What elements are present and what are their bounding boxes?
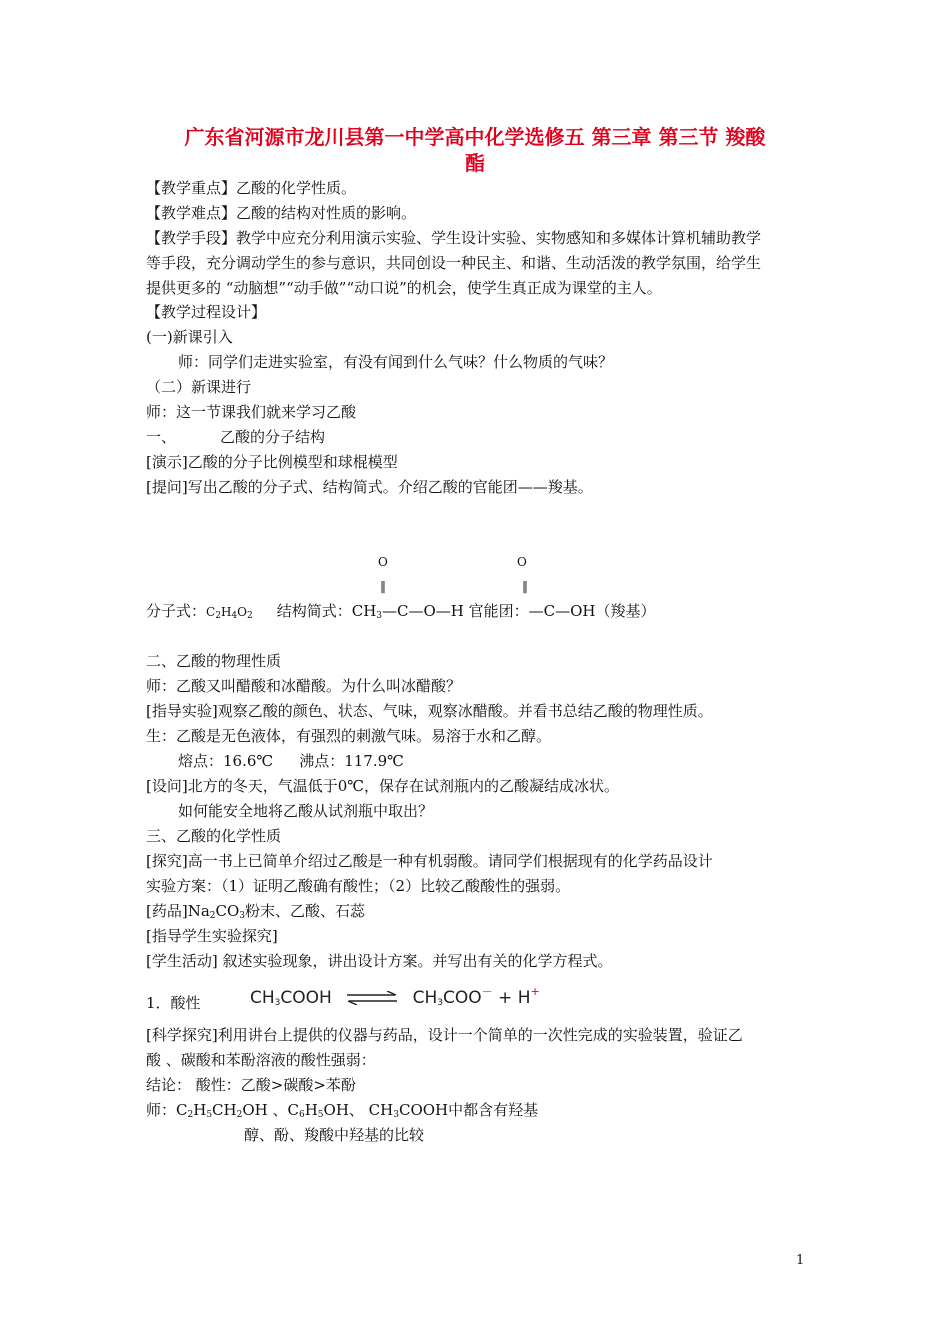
teacher-today-line: 师：这一节课我们就来学习乙酸 (146, 403, 357, 421)
explore-line-1: [探究]高一书上已简单介绍过乙酸是一种有机弱酸。请同学们根据现有的化学药品设计 (146, 852, 713, 870)
carbonyl-oxygen-2: O (517, 555, 527, 569)
carbonyl-oxygen-1: O (378, 555, 388, 569)
student-activity-line: [学生活动] 叙述实验现象，讲出设计方案。并写出有关的化学方程式。 (146, 952, 613, 970)
set-question: [设问]北方的冬天，气温低于0℃，保存在试剂瓶内的乙酸凝结成冰状。 (146, 777, 620, 795)
structure-rest: —C—O—H 官能团：—C—OH（羧基） (382, 602, 656, 620)
teaching-means-line-3: 提供更多的 “动脑想”“动手做”“动口说”的机会，使学生真正成为课堂的主人。 (146, 279, 662, 297)
page-number: 1 (796, 1253, 805, 1268)
process-heading: 【教学过程设计】 (146, 303, 267, 321)
section-1-number: 一、 (146, 428, 177, 446)
section-1-title: 乙酸的分子结构 (220, 428, 326, 446)
set-question-2: 如何能安全地将乙酸从试剂瓶中取出？ (178, 802, 434, 820)
question-line: [提问]写出乙酸的分子式、结构简式。介绍乙酸的官能团——羧基。 (146, 478, 593, 496)
teaching-means-line-2: 等手段，充分调动学生的参与意识，共同创设一种民主、和谐、生动活泼的教学氛围，给学生 (146, 254, 762, 272)
structure-label: 结构简式：CH (276, 602, 377, 620)
double-bond-1: ‖ (380, 579, 386, 593)
guide-student-line: [指导学生实验探究] (146, 927, 278, 945)
intro-teacher-line: 师：同学们走进实验室，有没有闻到什么气味？什么物质的气味？ (178, 353, 614, 371)
formula-c: C (206, 605, 216, 619)
demo-line: [演示]乙酸的分子比例模型和球棍模型 (146, 453, 398, 471)
melting-point: 熔点：16.6℃ (178, 752, 274, 770)
guide-experiment: [指导实验]观察乙酸的颜色、状态、气味，观察冰醋酸。并看书总结乙酸的物理性质。 (146, 702, 713, 720)
equilibrium-arrow-icon (345, 991, 399, 1005)
hydroxyl-line-1: 师：$C_2H_5CH_2OH$ 、$C_6H_5OH$、 $CH_3COOH$中都含有羟基 (146, 1101, 539, 1120)
teaching-focus: 【教学重点】乙酸的化学性质。 (146, 179, 357, 197)
formula-line: 分子式：$C_2H_4O_2$ 结构简式：$CH_3—C—O—H$ 官能团：—C—OH（羧基） (146, 602, 656, 621)
explore-line-2: 实验方案：（1）证明乙酸确有酸性；（2）比较乙酸酸性的强弱。 (146, 877, 571, 895)
boiling-point: 沸点：117.9℃ (299, 752, 404, 770)
document-title-line-1: 广东省河源市龙川县第一中学高中化学选修五 第三章 第三节 羧酸 (184, 125, 766, 149)
science-explore-1: [科学探究]利用讲台上提供的仪器与药品，设计一个简单的一次性完成的实验装置，验证乙 (146, 1026, 743, 1044)
conclusion-line: 结论： 酸性：乙酸>碳酸>苯酚 (146, 1076, 356, 1094)
ionization-equation: $CH_3COOH$ $CH_3COO^- + H^+$ (250, 985, 540, 1008)
section-3-heading: 三、乙酸的化学性质 (146, 827, 282, 845)
section-2-heading: 二、乙酸的物理性质 (146, 652, 282, 670)
double-bond-2: ‖ (522, 579, 528, 593)
drugs-line: [药品]$Na_2CO_3$粉末、乙酸、石蕊 (146, 902, 366, 921)
formula-label: 分子式： (146, 602, 207, 620)
new-lesson-heading: （二）新课进行 (146, 378, 252, 396)
melting-boiling-line (178, 751, 404, 771)
acidity-heading: 1．酸性 (146, 994, 201, 1012)
document-title-line-2: 酯 (465, 151, 485, 175)
teaching-means-line-1: 【教学手段】教学中应充分利用演示实验、学生设计实验、实物感知和多媒体计算机辅助教学 (146, 229, 762, 247)
science-explore-2: 酸 、碳酸和苯酚溶液的酸性强弱： (146, 1051, 376, 1069)
teaching-difficulty: 【教学难点】乙酸的结构对性质的影响。 (146, 204, 417, 222)
hydroxyl-line-2: 醇、酚、羧酸中羟基的比较 (244, 1126, 425, 1144)
intro-heading: (一)新课引入 (146, 328, 233, 346)
student-answer: 生：乙酸是无色液体，有强烈的刺激气味。易溶于水和乙醇。 (146, 727, 552, 745)
section-1-heading (146, 427, 325, 447)
section-2-teacher: 师：乙酸又叫醋酸和冰醋酸。为什么叫冰醋酸？ (146, 677, 462, 695)
